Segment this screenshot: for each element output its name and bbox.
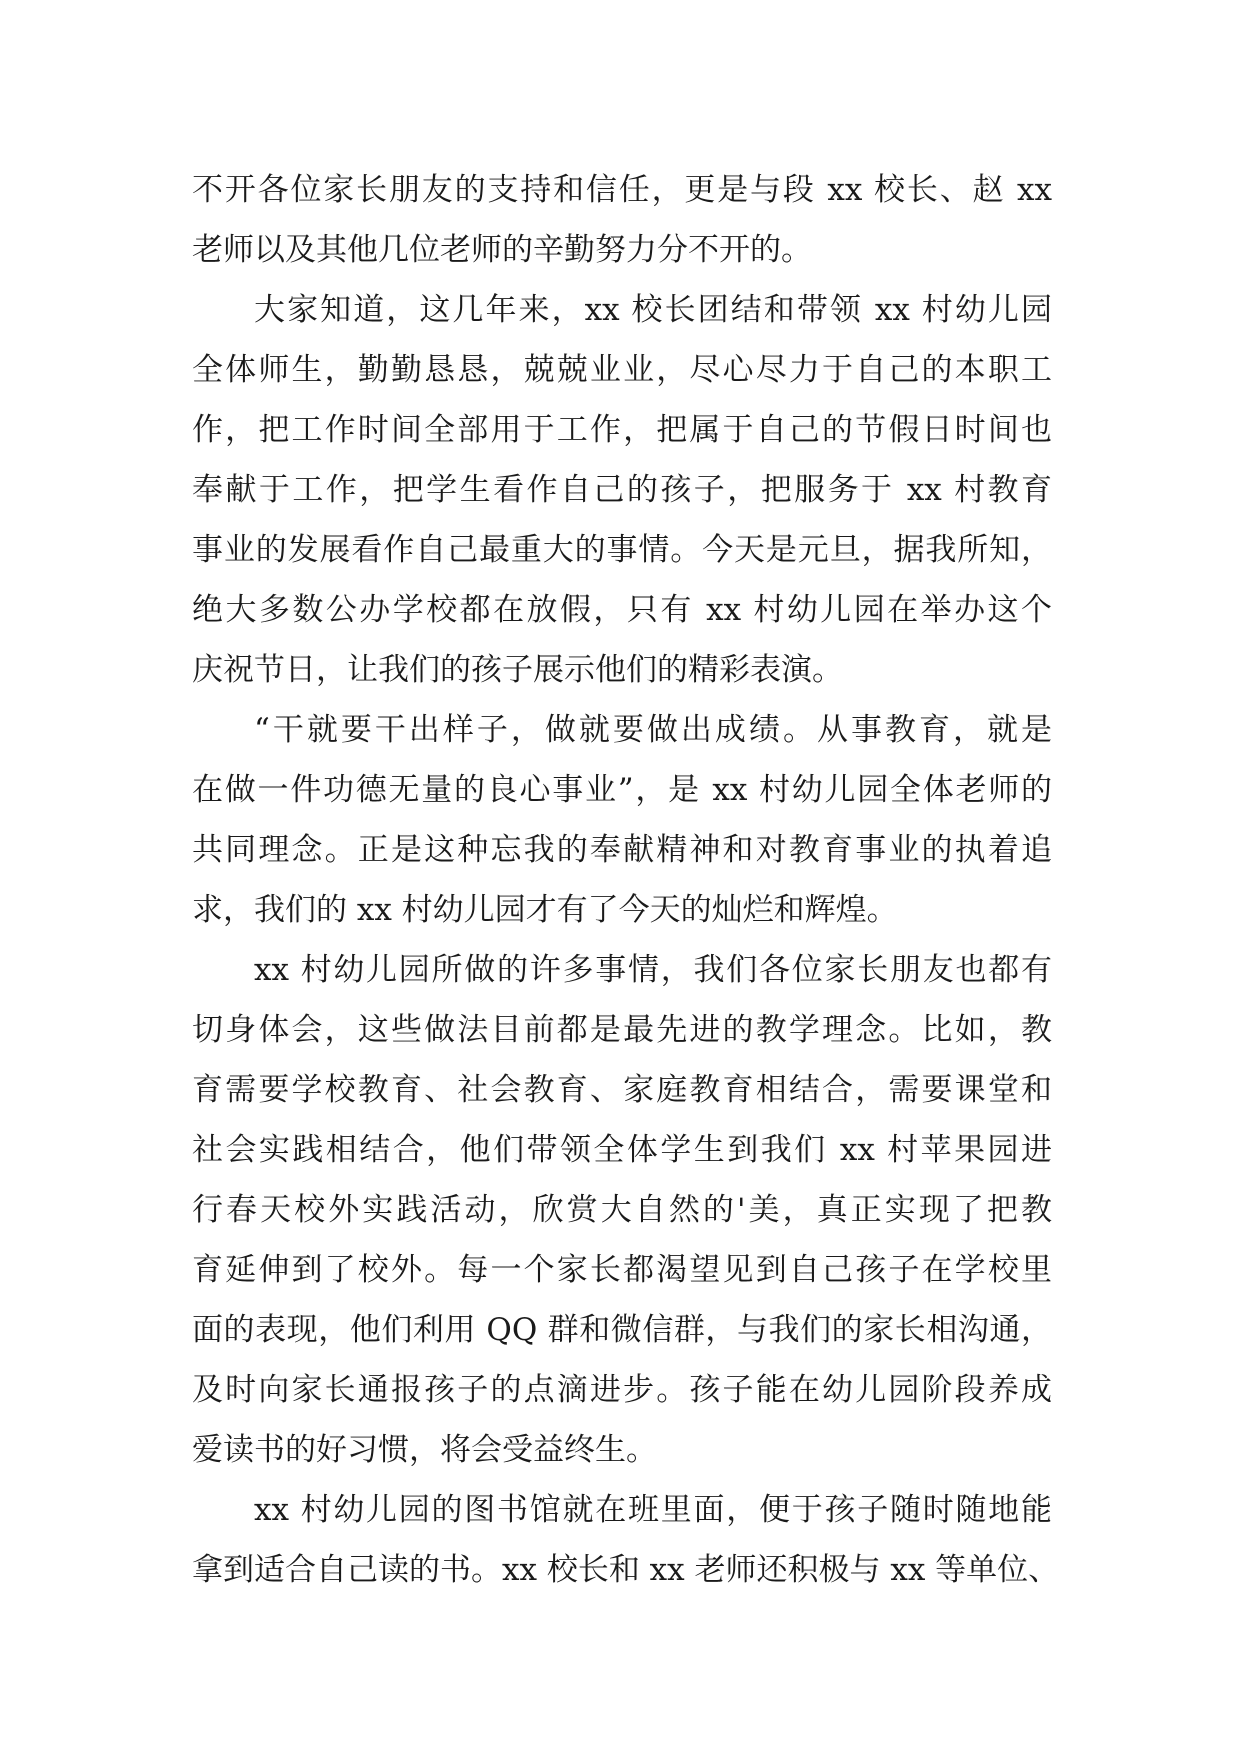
text-line: 共同理念。正是这种忘我的奉献精神和对教育事业的执着追 — [192, 832, 1052, 868]
text-line: “干就要干出样子，做就要做出成绩。从事教育，就是 — [254, 712, 1052, 748]
text-line: 拿到适合自己读的书。xx 校长和 xx 老师还积极与 xx 等单位、 — [192, 1552, 1060, 1588]
text-line: 奉献于工作，把学生看作自己的孩子，把服务于 xx 村教育 — [192, 472, 1052, 508]
text-line: 绝大多数公办学校都在放假，只有 xx 村幼儿园在举办这个 — [192, 592, 1052, 628]
text-line: 大家知道，这几年来，xx 校长团结和带领 xx 村幼儿园 — [254, 292, 1052, 328]
text-line: 作，把工作时间全部用于工作，把属于自己的节假日时间也 — [192, 412, 1052, 448]
text-line: 行春天校外实践活动，欣赏大自然的'美，真正实现了把教 — [192, 1192, 1052, 1228]
text-line: 社会实践相结合，他们带领全体学生到我们 xx 村苹果园进 — [192, 1132, 1052, 1168]
text-line: 老师以及其他几位老师的辛勤努力分不开的。 — [192, 232, 812, 268]
text-line: xx 村幼儿园所做的许多事情，我们各位家长朋友也都有 — [254, 952, 1052, 988]
text-line: 不开各位家长朋友的支持和信任，更是与段 xx 校长、赵 xx — [192, 172, 1052, 208]
body-text — [192, 160, 1060, 1600]
text-line: 求，我们的 xx 村幼儿园才有了今天的灿烂和辉煌。 — [192, 892, 898, 928]
text-line: 及时向家长通报孩子的点滴进步。孩子能在幼儿园阶段养成 — [192, 1372, 1052, 1408]
text-line: 全体师生，勤勤恳恳，兢兢业业，尽心尽力于自己的本职工 — [192, 352, 1052, 388]
text-line: 爱读书的好习惯，将会受益终生。 — [192, 1432, 657, 1468]
text-line: 庆祝节日，让我们的孩子展示他们的精彩表演。 — [192, 652, 843, 688]
text-line: 育需要学校教育、社会教育、家庭教育相结合，需要课堂和 — [192, 1072, 1052, 1108]
text-line: xx 村幼儿园的图书馆就在班里面，便于孩子随时随地能 — [254, 1492, 1052, 1528]
text-line: 事业的发展看作自己最重大的事情。今天是元旦，据我所知， — [192, 532, 1052, 568]
text-line: 在做一件功德无量的良心事业”，是 xx 村幼儿园全体老师的 — [192, 772, 1052, 808]
text-line: 育延伸到了校外。每一个家长都渴望见到自己孩子在学校里 — [192, 1252, 1052, 1288]
text-line: 面的表现，他们利用 QQ 群和微信群，与我们的家长相沟通， — [192, 1312, 1052, 1348]
text-line: 切身体会，这些做法目前都是最先进的教学理念。比如，教 — [192, 1012, 1052, 1048]
